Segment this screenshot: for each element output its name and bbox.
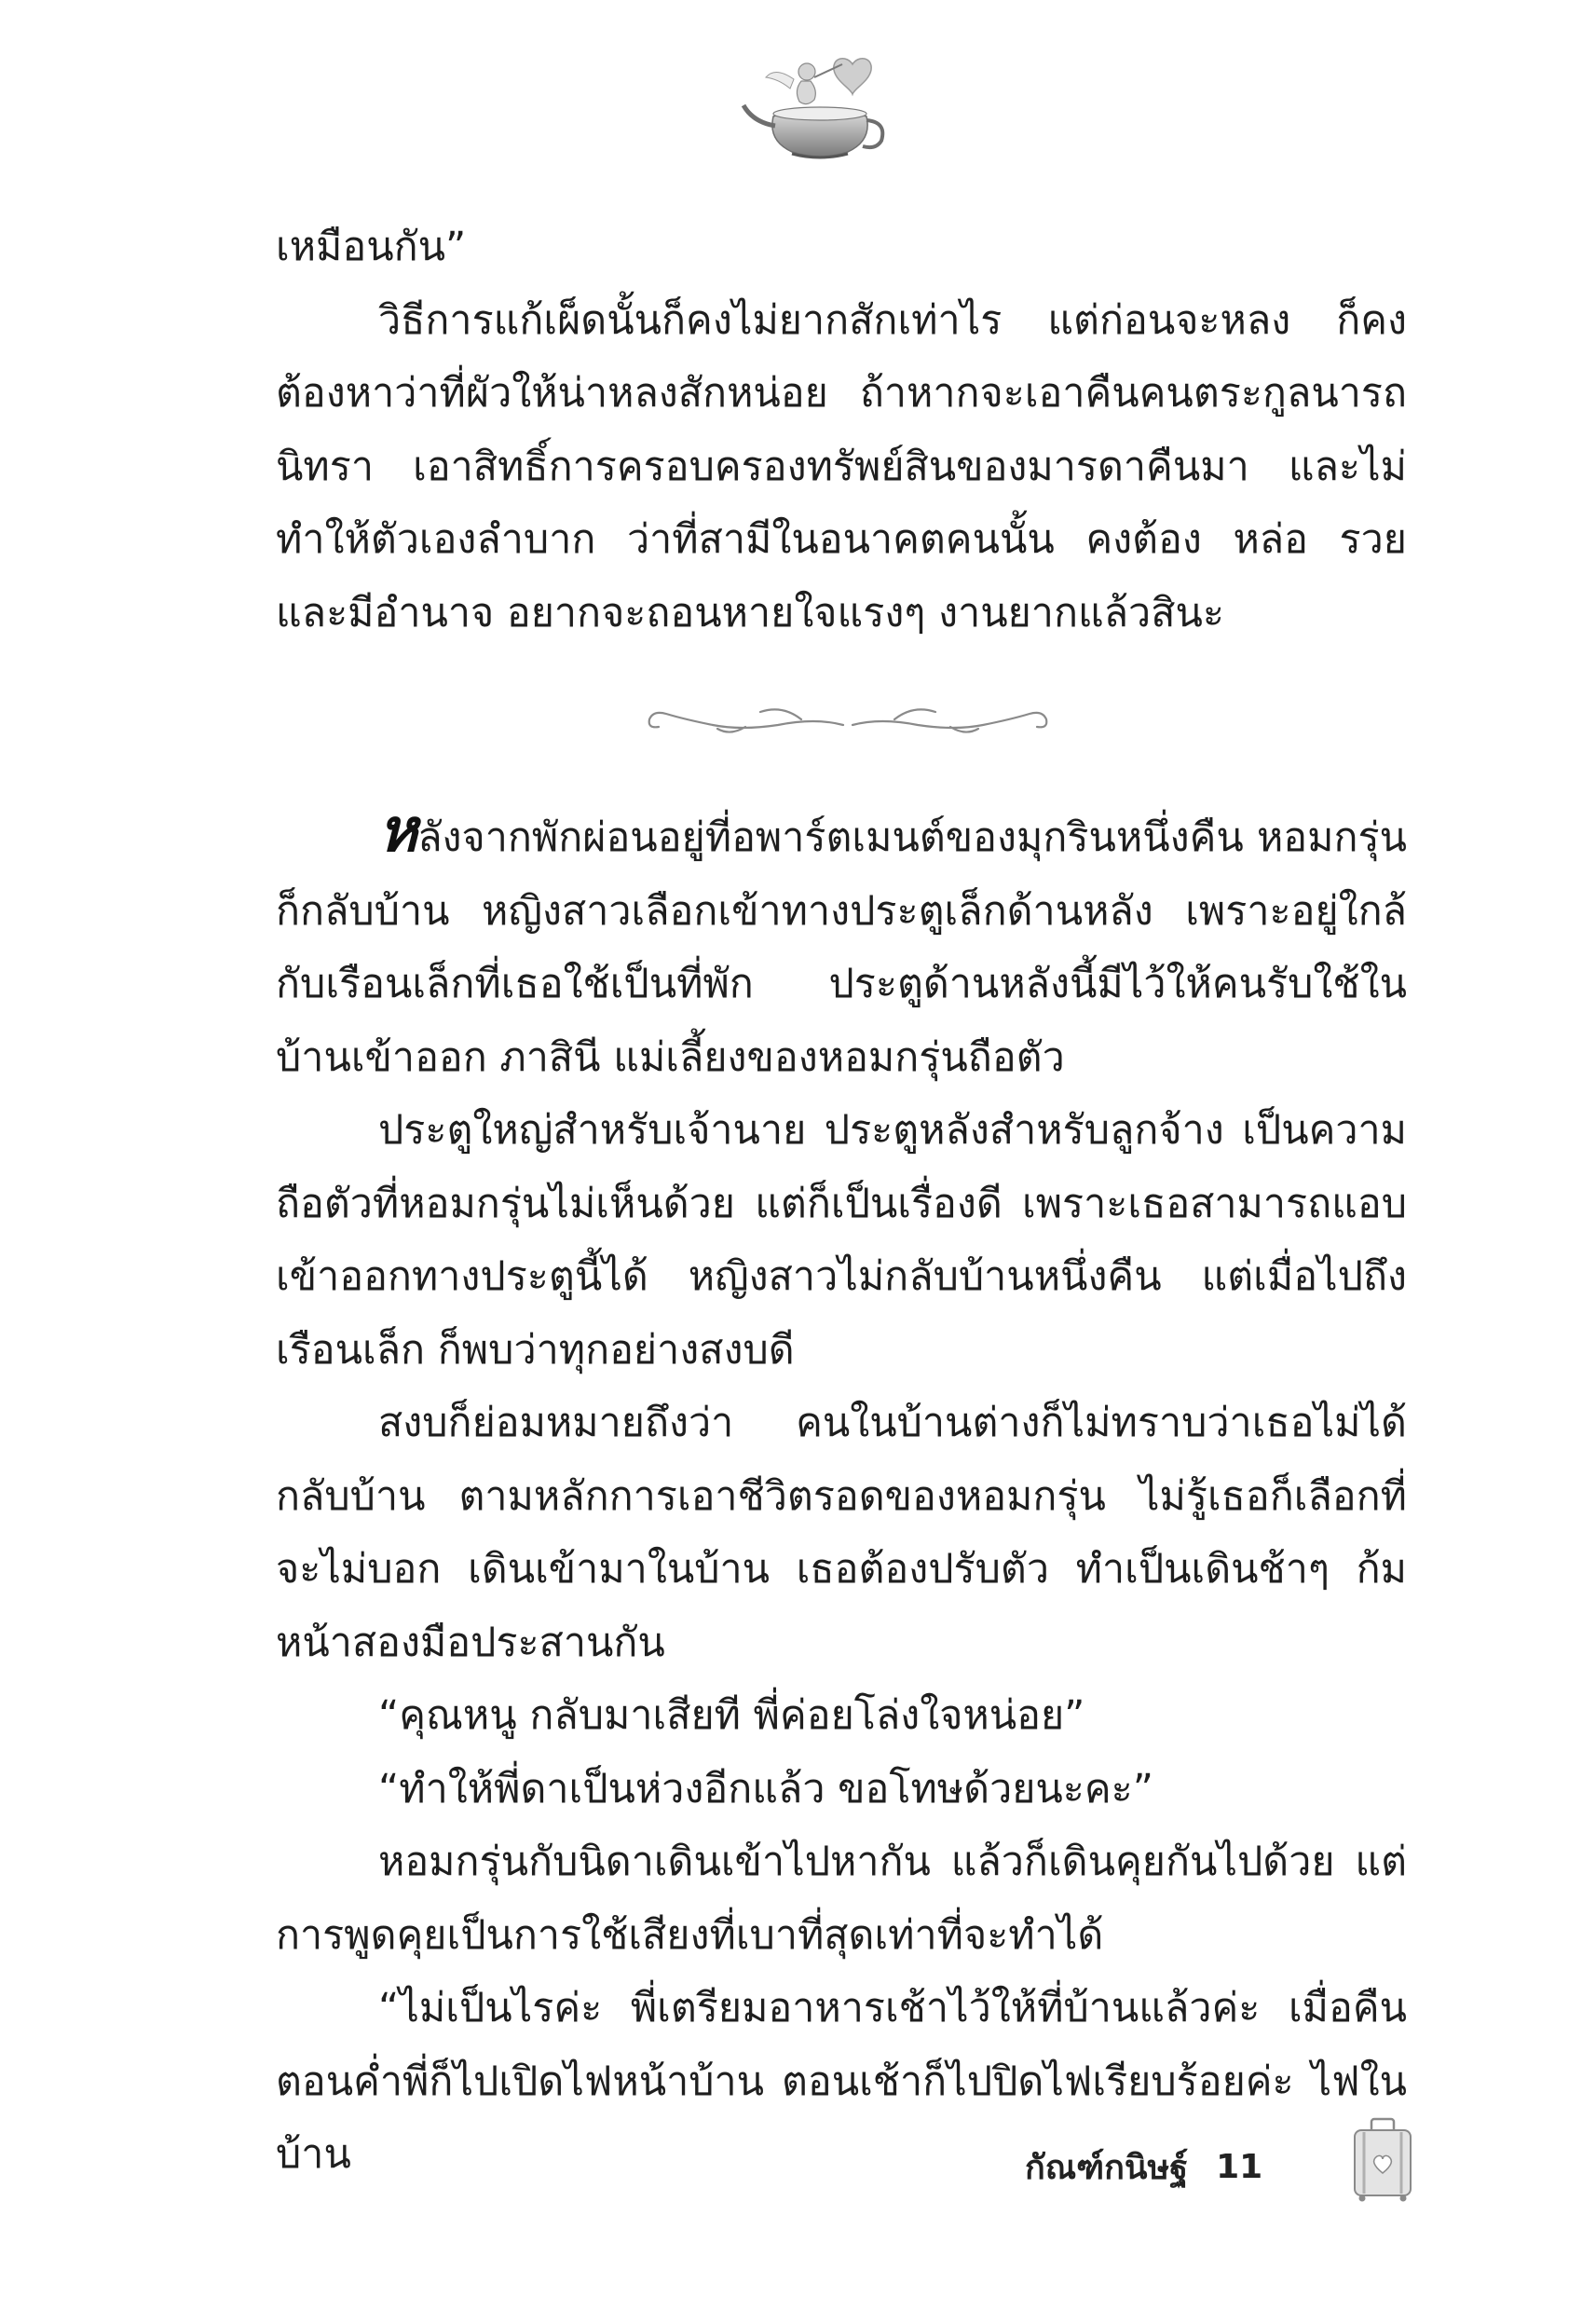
suitcase-heart-icon — [1349, 2115, 1416, 2204]
dialogue-line: “คุณหนู กลับมาเสียที พี่ค่อยโล่งใจหน่อย” — [378, 1692, 1085, 1739]
page-footer — [1025, 2139, 1262, 2195]
paragraph: ประตูใหญ่สำหรับเจ้านาย ประตูหลังสำหรับลูกจ้าง เป็นความถือตัวที่หอมกรุ่นไม่เห็นด้วย แต่ก็เป็นเรื่องดี เพราะเธอสามารถแอบเข้าออกทางประตูนี้ได้ หญิงสาวไม่กลับบ้านหนึ่งคืน แต่เมื่อไปถึงเรือนเล็ก ก็พบว่าทุกอย่างสงบดี — [276, 1107, 1407, 1374]
paragraph: หอมกรุ่นกับนิดาเดินเข้าไปหากัน แล้วก็เดินคุยกันไปด้วย แต่การพูดคุยเป็นการใช้เสียงที่เบาที่สุดเท่าที่จะทำได้ — [276, 1839, 1407, 1959]
paragraph: สงบก็ย่อมหมายถึงว่า คนในบ้านต่างก็ไม่ทราบว่าเธอไม่ได้กลับบ้าน ตามหลักการเอาชีวิตรอดของหอมกรุ่น ไม่รู้เธอก็เลือกที่จะไม่บอก เดินเข้ามาในบ้าน เธอต้องปรับตัว ทำเป็นเดินช้าๆ ก้มหน้าสองมือประสานกัน — [276, 1400, 1407, 1666]
paragraph: เหมือนกัน” — [276, 224, 467, 270]
dialogue-line: “ทำให้พี่ดาเป็นห่วงอีกแล้ว ขอโทษด้วยนะคะ” — [378, 1765, 1154, 1812]
page-number: 11 — [1216, 2147, 1263, 2186]
paragraph: วิธีการแก้เผ็ดนั้นก็คงไม่ยากสักเท่าไร แต่ก่อนจะหลง ก็คงต้องหาว่าที่ผัวให้น่าหลงสักหน่อย ถ้าหากจะเอาคืนคนตระกูลนารถนิทรา เอาสิทธิ์การครอบครองทรัพย์สินของมารดาคืนมา และไม่ทำให้ตัวเองลำบาก ว่าที่สามีในอนาคตคนนั้น คงต้อง หล่อ รวย และมีอำนาจ อยากจะถอนหายใจแรงๆ งานยากแล้วสินะ — [276, 296, 1407, 636]
section-two — [276, 796, 1407, 2192]
teapot-cupid-ornament-icon — [736, 51, 904, 163]
author-name: กัณฑ์กนิษฐ์ — [1025, 2148, 1189, 2187]
section-one — [276, 211, 1407, 650]
paragraph: “ไม่เป็นไรค่ะ พี่เตรียมอาหารเช้าไว้ให้ที่บ้านแล้วค่ะ เมื่อคืนตอนค่ำพี่ก็ไปเปิดไฟหน้าบ้าน ตอนเช้าก็ไปปิดไฟเรียบร้อยค่ะ ไฟในบ้าน — [276, 1985, 1407, 2178]
flourish-divider-icon — [634, 699, 1062, 745]
paragraph-rest: ลังจากพักผ่อนอยู่ที่อพาร์ตเมนต์ของมุกรินหนึ่งคืน หอมกรุ่นก็กลับบ้าน หญิงสาวเลือกเข้าทางประตูเล็กด้านหลัง เพราะอยู่ใกล้กับเรือนเล็กที่เธอใช้เป็นที่พัก ประตูด้านหลังนี้มีไว้ให้คนรับใช้ในบ้านเข้าออก ภาสินี แม่เลี้ยงของหอมกรุ่นถือตัว — [276, 814, 1407, 1081]
dropcap: ห — [378, 796, 418, 866]
paragraph-with-dropcap — [276, 796, 1407, 1094]
